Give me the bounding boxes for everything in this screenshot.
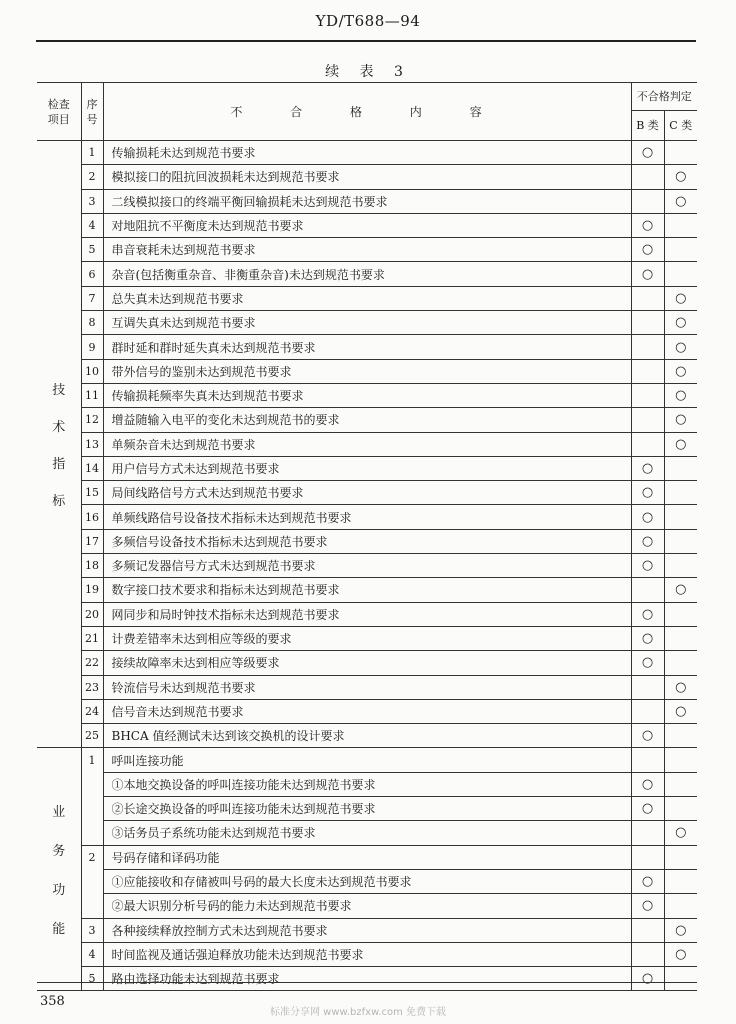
table-row (37, 602, 697, 626)
row-number: 12 (81, 408, 103, 432)
c-class-mark (664, 724, 697, 748)
header-b-class: B 类 (631, 111, 664, 141)
c-class-mark: ○ (664, 335, 697, 359)
b-class-mark (631, 748, 664, 772)
b-class-mark: ○ (631, 797, 664, 821)
row-content: ①应能接收和存储被叫号码的最大长度未达到规范书要求 (103, 869, 631, 893)
row-number: 7 (81, 286, 103, 310)
b-class-mark: ○ (631, 262, 664, 286)
bottom-rule (37, 982, 697, 983)
row-number (81, 869, 103, 893)
row-number (81, 797, 103, 821)
table-row (37, 797, 697, 821)
header-category: 检查项目 (37, 83, 81, 141)
row-content: ③话务员子系统功能未达到规范书要求 (103, 821, 631, 845)
header-serial: 序号 (81, 83, 103, 141)
row-number: 22 (81, 651, 103, 675)
c-class-mark: ○ (664, 383, 697, 407)
b-class-mark: ○ (631, 529, 664, 553)
b-class-mark (631, 845, 664, 869)
row-number: 15 (81, 481, 103, 505)
table-row (37, 286, 697, 310)
b-class-mark (631, 286, 664, 310)
row-number: 8 (81, 311, 103, 335)
b-class-mark: ○ (631, 505, 664, 529)
c-class-mark: ○ (664, 432, 697, 456)
header-judgement: 不合格判定 (631, 83, 697, 111)
c-class-mark (664, 141, 697, 165)
row-number: 9 (81, 335, 103, 359)
row-number: 1 (81, 141, 103, 165)
c-class-mark (664, 554, 697, 578)
table-row (37, 432, 697, 456)
row-content: 二线模拟接口的终端平衡回输损耗未达到规范书要求 (103, 189, 631, 213)
b-class-mark (631, 311, 664, 335)
category-char: 能 (52, 922, 66, 938)
category-tech (37, 141, 81, 748)
c-class-mark: ○ (664, 578, 697, 602)
b-class-mark (631, 383, 664, 407)
table-row (37, 869, 697, 893)
row-content: ①本地交换设备的呼叫连接功能未达到规范书要求 (103, 772, 631, 796)
row-content: 信号音未达到规范书要求 (103, 699, 631, 723)
row-content: 接续故障率未达到相应等级要求 (103, 651, 631, 675)
row-number: 17 (81, 529, 103, 553)
row-number: 10 (81, 359, 103, 383)
row-content: 呼叫连接功能 (103, 748, 631, 772)
b-class-mark: ○ (631, 626, 664, 650)
row-content: 单频杂音未达到规范书要求 (103, 432, 631, 456)
standard-code: YD/T688—94 (315, 12, 421, 30)
b-class-mark (631, 699, 664, 723)
row-number: 11 (81, 383, 103, 407)
c-class-mark (664, 772, 697, 796)
b-class-mark: ○ (631, 456, 664, 480)
b-class-mark (631, 408, 664, 432)
table-row (37, 359, 697, 383)
c-class-mark (664, 845, 697, 869)
row-content: 多频信号设备技术指标未达到规范书要求 (103, 529, 631, 553)
category-biz (37, 748, 81, 991)
row-number: 19 (81, 578, 103, 602)
b-class-mark (631, 942, 664, 966)
category-char: 技 (52, 383, 66, 399)
c-class-mark (664, 602, 697, 626)
table-row (37, 772, 697, 796)
category-char: 业 (52, 805, 66, 821)
table-row (37, 505, 697, 529)
row-number (81, 772, 103, 796)
b-class-mark (631, 675, 664, 699)
b-class-mark (631, 165, 664, 189)
nonconformity-table (37, 82, 697, 991)
header-c-class: C 类 (664, 111, 697, 141)
c-class-mark (664, 505, 697, 529)
c-class-mark (664, 213, 697, 237)
category-char: 标 (52, 494, 66, 510)
b-class-mark (631, 918, 664, 942)
row-number: 1 (81, 748, 103, 772)
b-class-mark: ○ (631, 481, 664, 505)
table-row (37, 213, 697, 237)
table-row (37, 651, 697, 675)
table-row (37, 626, 697, 650)
table-row (37, 311, 697, 335)
row-number: 6 (81, 262, 103, 286)
table-row (37, 894, 697, 918)
page-number: 358 (40, 994, 65, 1009)
c-class-mark: ○ (664, 699, 697, 723)
table-row (37, 529, 697, 553)
table-row (37, 141, 697, 165)
b-class-mark (631, 189, 664, 213)
row-content: 号码存储和译码功能 (103, 845, 631, 869)
c-class-mark: ○ (664, 359, 697, 383)
c-class-mark: ○ (664, 165, 697, 189)
row-content: BHCA 值经测试未达到该交换机的设计要求 (103, 724, 631, 748)
category-char: 指 (52, 457, 66, 473)
c-class-mark (664, 481, 697, 505)
table-row (37, 383, 697, 407)
row-content: 用户信号方式未达到规范书要求 (103, 456, 631, 480)
table-row (37, 238, 697, 262)
c-class-mark (664, 262, 697, 286)
b-class-mark: ○ (631, 724, 664, 748)
table-row (37, 918, 697, 942)
row-content: 总失真未达到规范书要求 (103, 286, 631, 310)
row-content: 传输损耗频率失真未达到规范书要求 (103, 383, 631, 407)
row-number (81, 894, 103, 918)
row-number: 3 (81, 189, 103, 213)
row-number: 3 (81, 918, 103, 942)
row-number: 23 (81, 675, 103, 699)
row-number: 14 (81, 456, 103, 480)
row-content: 多频记发器信号方式未达到规范书要求 (103, 554, 631, 578)
row-number: 25 (81, 724, 103, 748)
b-class-mark: ○ (631, 141, 664, 165)
table-row (37, 554, 697, 578)
table-row (37, 189, 697, 213)
b-class-mark: ○ (631, 238, 664, 262)
b-class-mark: ○ (631, 213, 664, 237)
row-number: 21 (81, 626, 103, 650)
row-number: 4 (81, 942, 103, 966)
b-class-mark (631, 578, 664, 602)
c-class-mark: ○ (664, 311, 697, 335)
c-class-mark: ○ (664, 408, 697, 432)
row-content: 路由选择功能未达到规范书要求 (103, 967, 631, 991)
c-class-mark: ○ (664, 918, 697, 942)
row-content: 互调失真未达到规范书要求 (103, 311, 631, 335)
table-title: 续 表 3 (325, 64, 411, 80)
table-row (37, 748, 697, 772)
row-number: 2 (81, 165, 103, 189)
table-row (37, 675, 697, 699)
c-class-mark: ○ (664, 286, 697, 310)
b-class-mark: ○ (631, 651, 664, 675)
table-row (37, 942, 697, 966)
c-class-mark: ○ (664, 942, 697, 966)
table-row (37, 699, 697, 723)
c-class-mark (664, 529, 697, 553)
c-class-mark (664, 238, 697, 262)
table-row (37, 262, 697, 286)
row-content: 局间线路信号方式未达到规范书要求 (103, 481, 631, 505)
c-class-mark (664, 626, 697, 650)
c-class-mark (664, 869, 697, 893)
row-number: 24 (81, 699, 103, 723)
b-class-mark (631, 821, 664, 845)
row-content: ②最大识别分析号码的能力未达到规范书要求 (103, 894, 631, 918)
row-number: 5 (81, 238, 103, 262)
c-class-mark (664, 797, 697, 821)
row-number: 5 (81, 967, 103, 991)
row-content: 数字接口技术要求和指标未达到规范书要求 (103, 578, 631, 602)
row-content: 时间监视及通话强迫释放功能未达到规范书要求 (103, 942, 631, 966)
table-row (37, 845, 697, 869)
b-class-mark: ○ (631, 894, 664, 918)
row-content: 计费差错率未达到相应等级的要求 (103, 626, 631, 650)
row-number: 16 (81, 505, 103, 529)
b-class-mark: ○ (631, 967, 664, 991)
row-content: 对地阻抗不平衡度未达到规范书要求 (103, 213, 631, 237)
c-class-mark: ○ (664, 189, 697, 213)
c-class-mark (664, 456, 697, 480)
table-row (37, 724, 697, 748)
row-content: 网同步和局时钟技术指标未达到规范书要求 (103, 602, 631, 626)
c-class-mark (664, 651, 697, 675)
row-content: 带外信号的鉴别未达到规范书要求 (103, 359, 631, 383)
row-content: 单频线路信号设备技术指标未达到规范书要求 (103, 505, 631, 529)
b-class-mark (631, 432, 664, 456)
b-class-mark: ○ (631, 554, 664, 578)
row-number: 2 (81, 845, 103, 869)
category-char: 功 (52, 883, 66, 899)
c-class-mark: ○ (664, 821, 697, 845)
row-number: 4 (81, 213, 103, 237)
table-row (37, 578, 697, 602)
c-class-mark (664, 894, 697, 918)
header-content: 不 合 格 内 容 (103, 83, 631, 141)
b-class-mark: ○ (631, 869, 664, 893)
watermark: 标准分享网 www.bzfxw.com 免费下载 (270, 1007, 446, 1018)
b-class-mark (631, 359, 664, 383)
c-class-mark (664, 748, 697, 772)
row-content: ②长途交换设备的呼叫连接功能未达到规范书要求 (103, 797, 631, 821)
b-class-mark: ○ (631, 602, 664, 626)
row-content: 传输损耗未达到规范书要求 (103, 141, 631, 165)
table-row (37, 481, 697, 505)
row-number: 20 (81, 602, 103, 626)
table-row (37, 165, 697, 189)
row-content: 群时延和群时延失真未达到规范书要求 (103, 335, 631, 359)
row-content: 杂音(包括衡重杂音、非衡重杂音)未达到规范书要求 (103, 262, 631, 286)
row-number (81, 821, 103, 845)
row-content: 增益随输入电平的变化未达到规范书的要求 (103, 408, 631, 432)
b-class-mark: ○ (631, 772, 664, 796)
table-row (37, 408, 697, 432)
top-rule (36, 40, 696, 42)
category-char: 务 (52, 844, 66, 860)
table-row (37, 821, 697, 845)
row-number: 13 (81, 432, 103, 456)
row-content: 各种接续释放控制方式未达到规范书要求 (103, 918, 631, 942)
category-char: 术 (52, 420, 66, 436)
table-row (37, 456, 697, 480)
row-content: 串音衰耗未达到规范书要求 (103, 238, 631, 262)
b-class-mark (631, 335, 664, 359)
c-class-mark (664, 967, 697, 991)
table-row (37, 335, 697, 359)
c-class-mark: ○ (664, 675, 697, 699)
row-number: 18 (81, 554, 103, 578)
row-content: 铃流信号未达到规范书要求 (103, 675, 631, 699)
table-row (37, 967, 697, 991)
row-content: 模拟接口的阻抗回波损耗未达到规范书要求 (103, 165, 631, 189)
